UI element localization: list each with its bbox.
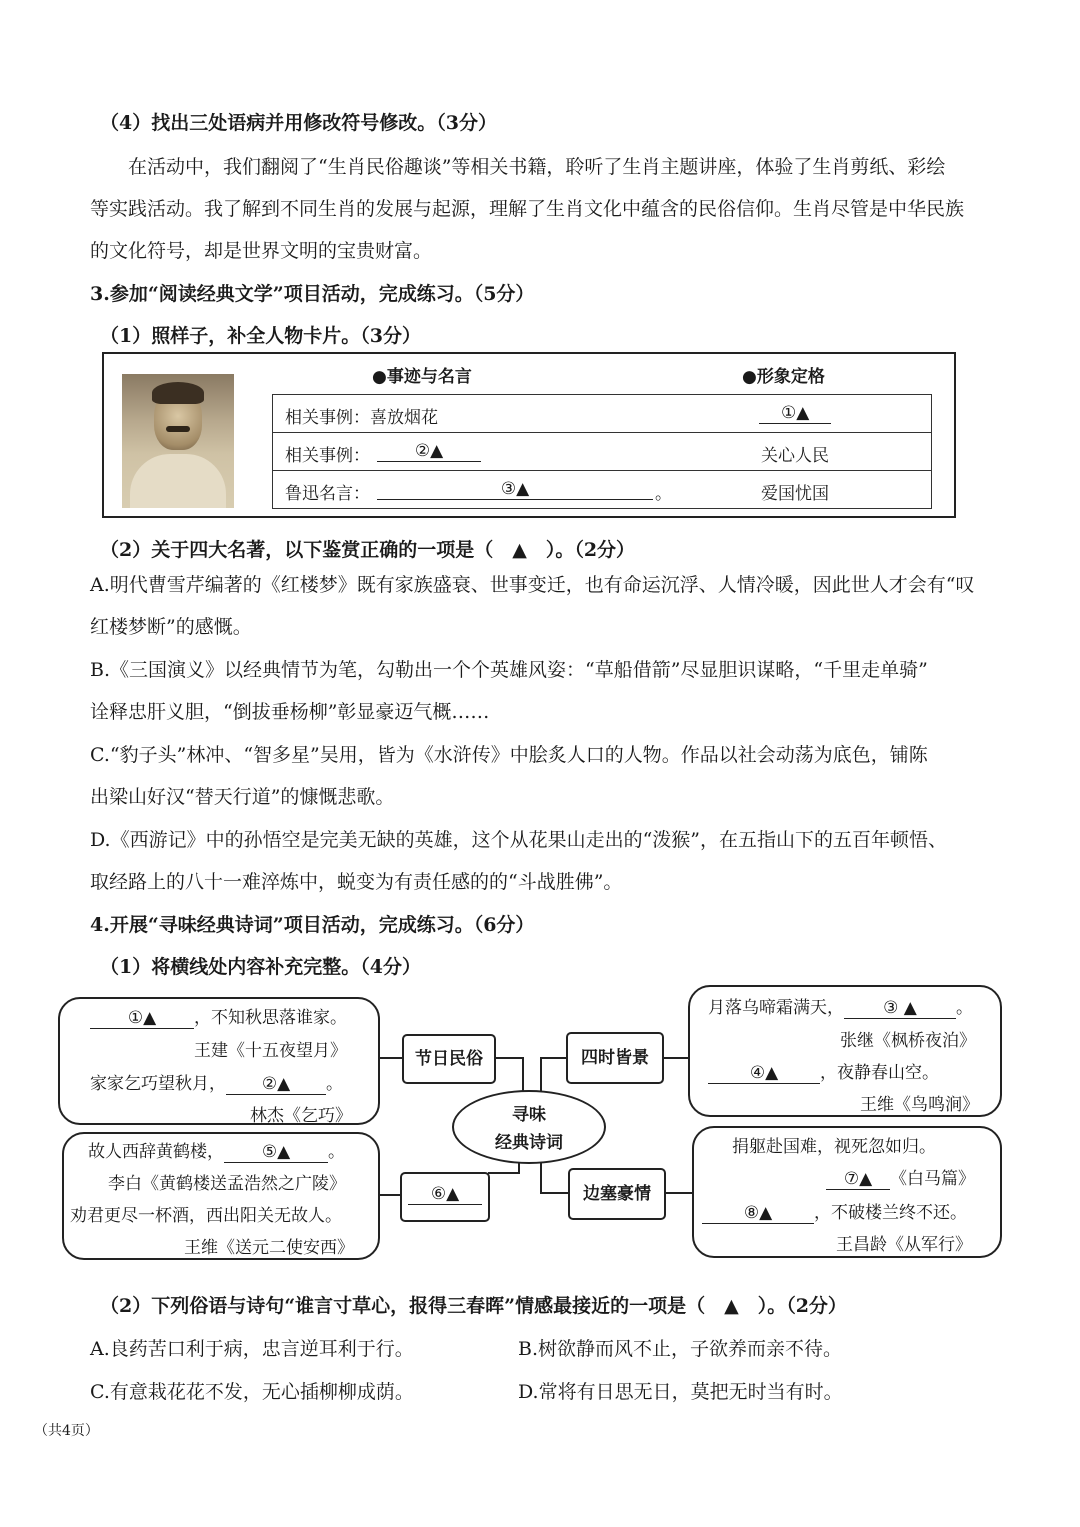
- card-header-deeds: ●事迹与名言: [372, 367, 472, 387]
- option-a-line-1: A.明代曹雪芹编著的《红楼梦》既有家族盛衰、世事变迁，也有命运沉浮、人情冷暖，因此世人才会有“叹: [90, 574, 975, 596]
- card-row-2-left: 相关事例：: [285, 446, 370, 466]
- poem-tl-line-2: 家家乞巧望秋月， ②▲ 。: [90, 1074, 343, 1094]
- q4-option-c: C.有意栽花花不发，无心插柳柳成荫。: [90, 1381, 414, 1403]
- option-d-line-1: D.《西游记》中的孙悟空是完美无缺的英雄，这个从花果山走出的“泼猴”，在五指山下的五百年顿悟、: [90, 829, 948, 851]
- poem-br-source-2: 王昌龄《从军行》: [836, 1235, 972, 1255]
- q4-option-a: A.良药苦口利于病，忠言逆耳利于行。: [90, 1338, 414, 1360]
- answer-blank-p4[interactable]: ④▲: [708, 1063, 820, 1084]
- center-title-1: 寻味: [512, 1105, 546, 1125]
- question-4-heading: 4.开展“寻味经典诗词”项目活动，完成练习。（6分）: [90, 914, 535, 936]
- card-row-2: [273, 433, 931, 471]
- card-row-3-left: 鲁迅名言：: [285, 484, 370, 504]
- answer-blank-p3[interactable]: ③ ▲: [844, 998, 956, 1019]
- card-row-3-right: 爱国忧国: [761, 484, 829, 504]
- question-3-1-heading: （1）照样子，补全人物卡片。（3分）: [100, 325, 421, 347]
- center-title-2: 经典诗词: [495, 1133, 563, 1153]
- portrait-photo: [122, 374, 234, 508]
- card-header-image: ●形象定格: [742, 367, 825, 387]
- option-c-line-1: C.“豹子头”林冲、“智多星”吴用，皆为《水浒传》中脍炙人口的人物。作品以社会动荡为底色，铺陈: [90, 744, 928, 766]
- page-footer: （共4页）: [34, 1423, 99, 1439]
- poem-bl-line-2: 劝君更尽一杯酒，西出阳关无故人。: [70, 1206, 342, 1226]
- answer-blank-p7[interactable]: ⑦▲: [826, 1169, 890, 1190]
- tag-blank-6: [400, 1172, 490, 1222]
- option-b-line-2: 诠释忠肝义胆，“倒拔垂杨柳”彰显豪迈气概……: [90, 701, 490, 723]
- question-4-2-heading: （2）下列俗语与诗句“谁言寸草心，报得三春晖”情感最接近的一项是（ ▲ ）。（2分）: [100, 1295, 847, 1317]
- poem-br-line-3: ⑧▲ ，不破楼兰终不还。: [702, 1198, 967, 1224]
- question-2-4-heading: （4）找出三处语病并用修改符号修改。（3分）: [100, 112, 497, 134]
- tag-seasons-scenery: 四时皆景: [566, 1032, 664, 1084]
- q4-option-d: D.常将有日思无日，莫把无时当有时。: [518, 1381, 843, 1403]
- poem-tl-source-1: 王建《十五夜望月》: [194, 1041, 347, 1061]
- option-d-line-2: 取经路上的八十一难淬炼中，蜕变为有责任感的的“斗战胜佛”。: [90, 871, 623, 893]
- answer-blank-3[interactable]: ③▲: [377, 479, 653, 500]
- answer-blank-p2[interactable]: ②▲: [226, 1074, 326, 1095]
- passage-line-1: 在活动中，我们翻阅了“生肖民俗趣谈”等相关书籍，聆听了生肖主题讲座，体验了生肖剪纸、彩绘: [128, 156, 946, 178]
- character-card: [102, 352, 956, 518]
- passage-line-2: 等实践活动。我了解到不同生肖的发展与起源，理解了生肖文化中蕴含的民俗信仰。生肖尽管是中华民族: [90, 198, 965, 220]
- poem-bl-source-2: 王维《送元二使安西》: [184, 1238, 354, 1258]
- poem-tr-source-1: 张继《枫桥夜泊》: [840, 1031, 976, 1051]
- poem-br-line-2: ⑦▲ 《白马篇》: [826, 1164, 975, 1190]
- tag-frontier-spirit: 边塞豪情: [568, 1168, 666, 1220]
- q4-option-b: B.树欲静而风不止，子欲养而亲不待。: [518, 1338, 843, 1360]
- answer-blank-p8[interactable]: ⑧▲: [702, 1203, 814, 1224]
- answer-blank-p6[interactable]: ⑥▲: [408, 1184, 482, 1205]
- poem-tr-line-1: 月落乌啼霜满天， ③ ▲ 。: [708, 998, 973, 1018]
- question-3-2-heading: （2）关于四大名著，以下鉴赏正确的一项是（ ▲ ）。（2分）: [100, 539, 636, 561]
- poem-tr-line-2: ④▲ ，夜静春山空。: [708, 1058, 939, 1084]
- option-c-line-2: 出梁山好汉“替天行道”的慷慨悲歌。: [90, 786, 395, 808]
- question-3-heading: 3.参加“阅读经典文学”项目活动，完成练习。（5分）: [90, 283, 535, 305]
- answer-blank-2[interactable]: ②▲: [377, 441, 481, 462]
- tag-festival-customs: 节日民俗: [402, 1034, 496, 1084]
- answer-blank-p5[interactable]: ⑤▲: [224, 1142, 328, 1163]
- option-b-line-1: B.《三国演义》以经典情节为笔，勾勒出一个个英雄风姿：“草船借箭”尽显胆识谋略，“千里走单骑”: [90, 659, 928, 681]
- card-row-1: [273, 395, 931, 433]
- center-ellipse: [452, 1090, 606, 1164]
- poem-bl-line-1: 故人西辞黄鹤楼， ⑤▲ 。: [88, 1142, 345, 1162]
- card-row-3: [273, 471, 931, 508]
- poem-tl-line-1: ①▲ ，不知秋思落谁家。: [90, 1003, 347, 1029]
- card-table: [272, 394, 932, 509]
- card-row-1-left: 相关事例：喜放烟花: [285, 408, 438, 428]
- answer-blank-p1[interactable]: ①▲: [90, 1008, 194, 1029]
- poem-tr-source-2: 王维《鸟鸣涧》: [860, 1095, 979, 1115]
- answer-blank-1[interactable]: ①▲: [759, 403, 831, 424]
- passage-line-3: 的文化符号，却是世界文明的宝贵财富。: [90, 240, 433, 262]
- option-a-line-2: 红楼梦断”的感慨。: [90, 616, 252, 638]
- poem-tl-source-2: 林杰《乞巧》: [250, 1106, 352, 1126]
- card-row-2-right: 关心人民: [761, 446, 829, 466]
- poem-bl-source-1: 李白《黄鹤楼送孟浩然之广陵》: [108, 1174, 346, 1194]
- question-4-1-heading: （1）将横线处内容补充完整。（4分）: [100, 956, 421, 978]
- poem-br-line-1: 捐躯赴国难，视死忽如归。: [732, 1137, 936, 1157]
- card-row-3-suffix: 。: [655, 484, 672, 504]
